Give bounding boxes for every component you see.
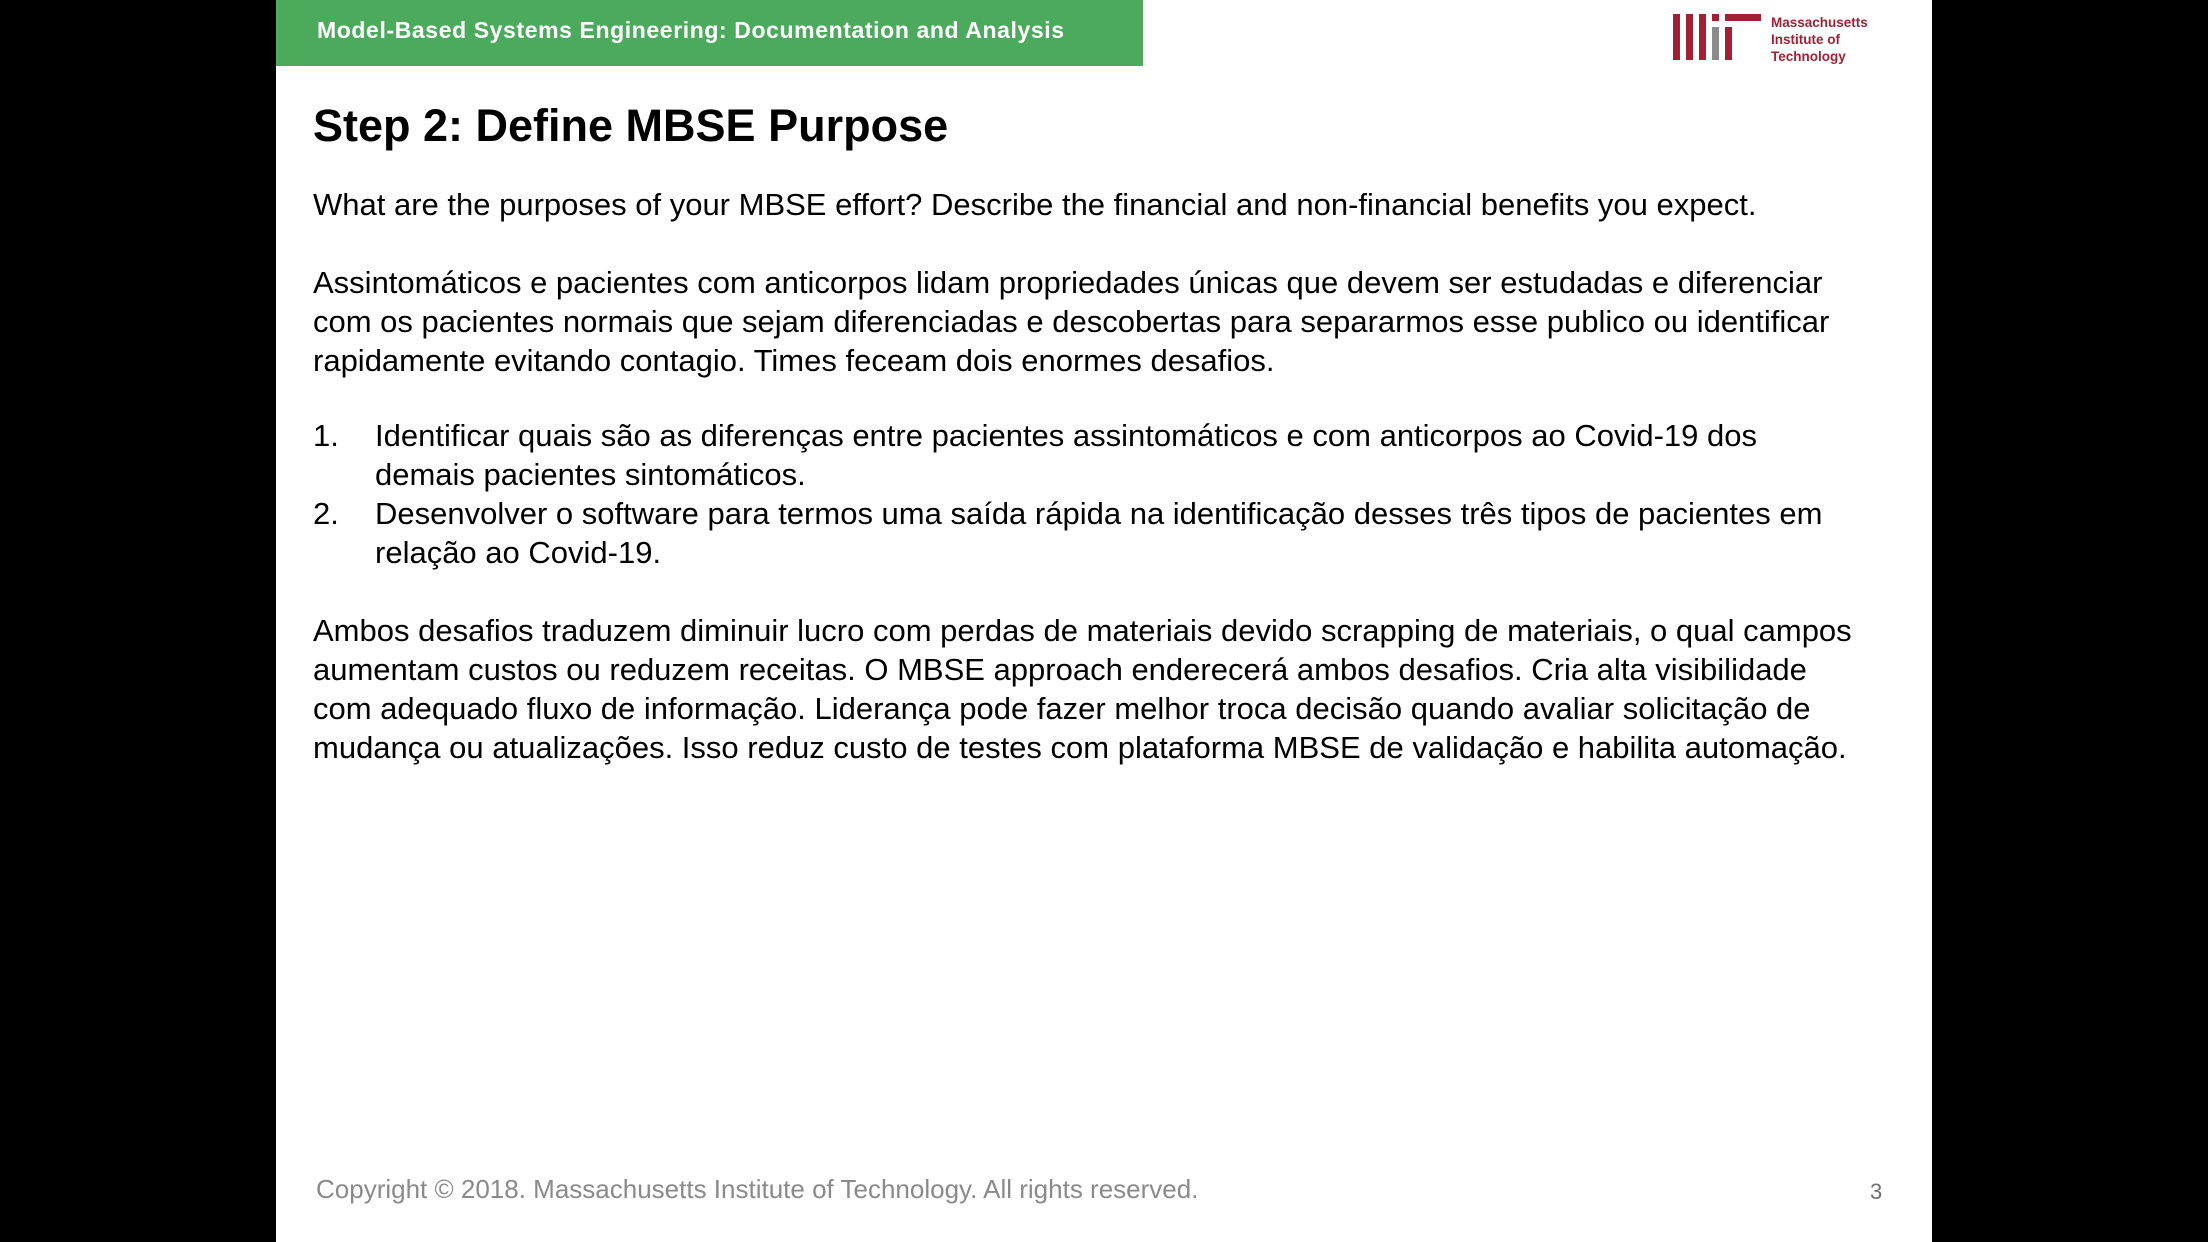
list-item-number: 1.	[313, 418, 339, 453]
list-item-text: Desenvolver o software para termos uma saída rápida na identificação desses três tipos de pacientes em relação ao Covid-19.	[375, 496, 1823, 570]
question-text: What are the purposes of your MBSE effort? Describe the financial and non-financial benefits you expect.	[313, 187, 1757, 222]
list-item	[313, 494, 1853, 572]
page-number: 3	[1870, 1179, 1883, 1204]
logo-line-2: Institute of	[1771, 32, 1840, 47]
paragraph-2: Ambos desafios traduzem diminuir lucro com perdas de materiais devido scrapping de materiais, o qual campos aumentam custos ou reduzem receitas. O MBSE approach enderecerá ambos desafios. Cria alta visibilidade com adequado fluxo de informação. Liderança pode fazer melhor troca decisão quando avaliar solicitação de mudança ou atualizações. Isso reduz custo de testes com plataforma MBSE de validação e habilita automação.	[313, 613, 1852, 765]
slide	[276, 0, 1932, 1242]
list-item-number: 2.	[313, 496, 339, 531]
mit-logo-icon	[1673, 14, 1761, 60]
list-item-text: Identificar quais são as diferenças entre pacientes assintomáticos e com anticorpos ao Covid-19 dos demais pacientes sintomáticos.	[375, 418, 1757, 492]
slide-title: Step 2: Define MBSE Purpose	[313, 100, 949, 151]
paragraph-1: Assintomáticos e pacientes com anticorpos lidam propriedades únicas que devem ser estudadas e diferenciar com os pacientes normais que sejam diferenciadas e descobertas para separarmos esse publico ou identificar rapidamente evitando contagio. Times feceam dois enormes desafios.	[313, 265, 1830, 378]
logo-line-3: Technology	[1771, 49, 1846, 64]
mit-logo	[1673, 14, 1873, 66]
mit-logo-text	[1771, 14, 1868, 65]
course-banner: Model-Based Systems Engineering: Documentation and Analysis	[276, 0, 1143, 66]
copyright-footer: Copyright © 2018. Massachusetts Institute of Technology. All rights reserved.	[316, 1174, 1199, 1204]
logo-line-1: Massachusetts	[1771, 15, 1868, 30]
challenges-list	[313, 416, 1853, 572]
list-item	[313, 416, 1853, 494]
